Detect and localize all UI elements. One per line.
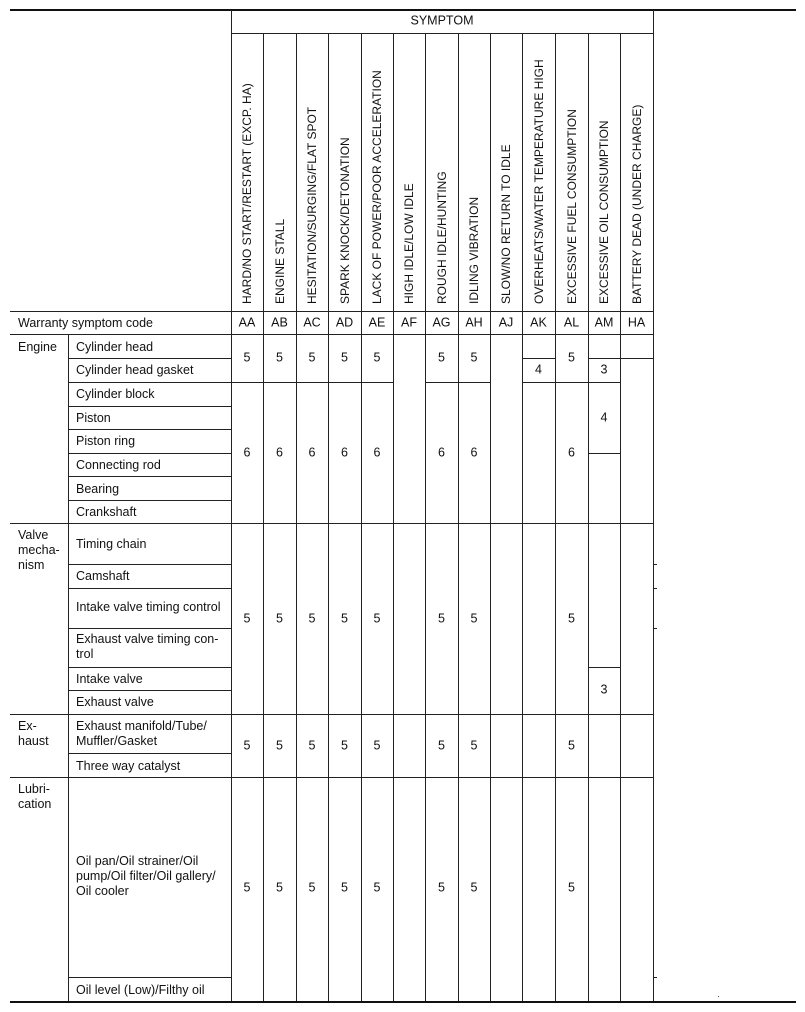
grid-line (263, 777, 296, 778)
value-cell: 5 (568, 880, 575, 895)
symptom-header-aa: HARD/NO START/RESTART (EXCP. HA) (240, 83, 254, 304)
group-lubrication: Lubri-cation (18, 782, 52, 811)
grid-line (555, 777, 588, 778)
list-item: Crankshaft (76, 505, 137, 519)
symptom-header-af: HIGH IDLE/LOW IDLE (402, 183, 416, 304)
value-cell: 6 (568, 445, 575, 460)
grid-line (10, 334, 653, 335)
grid-line (296, 382, 328, 383)
symptom-header-ab: ENGINE STALL (272, 218, 287, 304)
value-cell: 5 (308, 611, 316, 626)
warranty-code-ak: AK (530, 315, 547, 330)
page-mark (718, 996, 719, 997)
symptom-header: SYMPTOM (410, 13, 474, 28)
warranty-code-ab: AB (271, 315, 288, 330)
grid-line (425, 382, 458, 383)
grid-line (588, 382, 620, 383)
value-cell: 5 (276, 880, 283, 895)
grid-line (361, 382, 393, 383)
value-cell: 5 (568, 738, 575, 753)
warranty-code-ac: AC (303, 315, 321, 330)
value-cell: 5 (276, 738, 283, 753)
grid-line (68, 453, 231, 454)
symptom-header-ha: BATTERY DEAD (UNDER CHARGE) (629, 104, 644, 304)
list-item: Bearing (76, 482, 120, 496)
warranty-code-am: AM (594, 315, 614, 330)
list-item: Cylinder head (76, 340, 154, 354)
value-cell: 5 (243, 738, 251, 753)
grid-line (296, 33, 297, 1001)
value-cell: 5 (341, 611, 348, 626)
value-cell: 6 (243, 445, 251, 460)
grid-line (588, 358, 620, 359)
value-cell: 6 (373, 445, 381, 460)
grid-line (458, 382, 490, 383)
grid-line (328, 33, 329, 1001)
warranty-code-ad: AD (335, 315, 354, 330)
symptom-header-ah: IDLING VIBRATION (467, 196, 481, 304)
grid-line (231, 382, 263, 383)
grid-line (522, 382, 555, 383)
grid-line (328, 382, 361, 383)
value-cell: 5 (243, 350, 251, 365)
group-exhaust: Ex-haust (18, 719, 49, 748)
value-cell: 5 (470, 880, 478, 895)
grid-line (231, 10, 232, 1001)
value-cell: 5 (568, 611, 575, 626)
value-cell: 5 (373, 611, 381, 626)
grid-line (458, 33, 459, 1001)
value-cell: 5 (373, 738, 381, 753)
value-cell: 5 (438, 350, 445, 365)
grid-line (653, 977, 657, 978)
group-engine: Engine (18, 340, 57, 354)
list-item: Timing chain (76, 537, 147, 551)
value-cell: 6 (341, 445, 348, 460)
grid-line (263, 382, 296, 383)
list-item: Oil pan/Oil strainer/Oil pump/Oil filter/Oil gallery/ Oil cooler (76, 854, 216, 898)
symptom-header-aj: SLOW/NO RETURN TO IDLE (499, 144, 513, 304)
value-cell: 5 (341, 350, 348, 365)
list-item: Piston ring (76, 434, 136, 448)
value-cell: 5 (438, 611, 445, 626)
symptom-header-al: EXCESSIVE FUEL CONSUMPTION (564, 109, 579, 304)
list-item: Exhaust valve (76, 695, 154, 709)
grid-line (653, 564, 657, 565)
value-cell: 6 (438, 445, 445, 460)
value-cell: 5 (243, 880, 251, 895)
value-cell: 5 (373, 880, 381, 895)
grid-line (588, 667, 620, 668)
warranty-code-al: AL (563, 315, 580, 330)
warranty-code-ae: AE (368, 315, 386, 330)
list-item: Connecting rod (76, 458, 161, 472)
value-cell: 3 (600, 682, 608, 697)
value-cell: 5 (470, 611, 478, 626)
value-cell: 5 (373, 350, 381, 365)
value-cell: 5 (341, 880, 348, 895)
grid-line (522, 33, 523, 1001)
list-item: Exhaust valve timing con-trol (76, 632, 219, 661)
grid-line (555, 382, 588, 383)
grid-line (425, 777, 458, 778)
grid-line (68, 753, 231, 754)
grid-line (361, 777, 393, 778)
value-cell: 5 (243, 611, 251, 626)
grid-line (296, 777, 328, 778)
group-valve-mechanism: Valve mecha-nism (18, 528, 60, 572)
symptom-header-ak: OVERHEATS/WATER TEMPERATURE HIGH (531, 59, 546, 304)
list-item: Oil level (Low)/Filthy oil (76, 983, 205, 997)
grid-line (10, 1001, 796, 1003)
grid-line (588, 453, 620, 454)
grid-line (68, 588, 231, 589)
grid-line (68, 564, 231, 565)
value-cell: 5 (308, 880, 316, 895)
value-cell: 6 (470, 445, 478, 460)
value-cell: 5 (341, 738, 348, 753)
grid-line (68, 690, 231, 691)
grid-line (10, 714, 653, 715)
grid-line (68, 382, 231, 383)
list-item: Cylinder head gasket (76, 363, 194, 377)
list-item: Intake valve (76, 672, 143, 686)
warranty-code-ah: AH (465, 315, 483, 330)
grid-line (68, 500, 231, 501)
grid-line (653, 588, 657, 589)
grid-line (68, 977, 231, 978)
value-cell: 3 (600, 362, 608, 377)
grid-line (588, 33, 589, 1001)
grid-line (263, 33, 264, 1001)
symptom-header-ae: LACK OF POWER/POOR ACCELERATION (370, 70, 384, 304)
list-item: Piston (76, 411, 111, 425)
grid-line (68, 628, 231, 629)
warranty-code-aj: AJ (498, 315, 514, 330)
warranty-code-aa: AA (238, 315, 256, 330)
grid-line (361, 33, 362, 1001)
grid-line (653, 10, 654, 1001)
symptom-header-ad: SPARK KNOCK/DETONATION (337, 137, 352, 304)
grid-line (490, 33, 491, 1001)
grid-line (328, 777, 361, 778)
list-item: Three way catalyst (76, 759, 181, 773)
grid-line (393, 33, 394, 1001)
value-cell: 5 (568, 350, 575, 365)
value-cell: 5 (438, 880, 445, 895)
value-cell: 5 (276, 611, 283, 626)
value-cell: 6 (276, 445, 283, 460)
grid-line (425, 33, 426, 1001)
grid-line (68, 667, 231, 668)
value-cell: 5 (308, 738, 316, 753)
list-item: Exhaust manifold/Tube/ Muffler/Gasket (76, 719, 207, 748)
grid-line (231, 777, 263, 778)
value-cell: 4 (600, 410, 608, 425)
grid-line (231, 33, 653, 34)
warranty-symptom-code-label: Warranty symptom code (18, 316, 153, 330)
warranty-code-af: AF (401, 315, 417, 330)
value-cell: 5 (308, 350, 316, 365)
grid-line (10, 9, 796, 11)
list-item: Intake valve timing control (76, 600, 221, 614)
warranty-code-ag: AG (432, 315, 451, 330)
value-cell: 5 (470, 738, 478, 753)
grid-line (620, 358, 653, 359)
symptom-header-ag: ROUGH IDLE/HUNTING (434, 171, 449, 304)
value-cell: 5 (470, 350, 478, 365)
grid-line (10, 523, 653, 524)
list-item: Camshaft (76, 569, 130, 583)
grid-line (68, 429, 231, 430)
grid-line (620, 33, 621, 1001)
grid-line (68, 406, 231, 407)
value-cell: 4 (535, 362, 542, 377)
value-cell: 5 (276, 350, 283, 365)
warranty-code-ha: HA (627, 315, 646, 330)
grid-line (588, 714, 620, 715)
value-cell: 5 (438, 738, 445, 753)
grid-line (555, 33, 556, 1001)
symptom-header-am: EXCESSIVE OIL CONSUMPTION (597, 120, 611, 304)
grid-line (68, 358, 231, 359)
grid-line (10, 311, 653, 312)
grid-line (522, 358, 555, 359)
grid-line (458, 777, 490, 778)
grid-line (653, 628, 657, 629)
list-item: Cylinder block (76, 387, 155, 401)
grid-line (68, 476, 231, 477)
value-cell: 6 (308, 445, 316, 460)
symptom-header-ac: HESITATION/SURGING/FLAT SPOT (305, 106, 319, 304)
